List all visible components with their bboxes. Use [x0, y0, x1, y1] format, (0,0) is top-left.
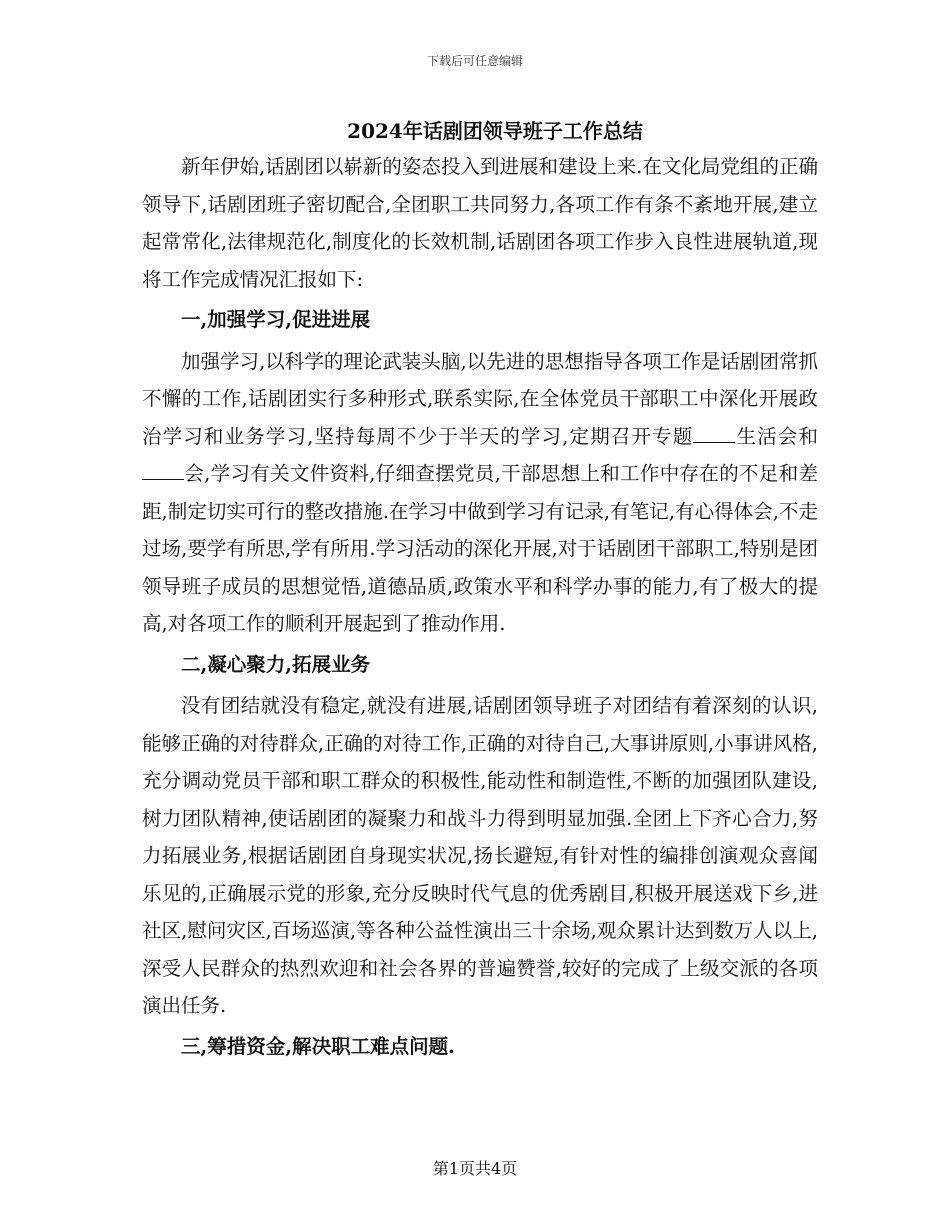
section-1-heading: 一,加强学习,促进进展 [181, 308, 371, 331]
document-body [142, 148, 818, 1069]
page-footer-number: 第1页共4页 [432, 1159, 518, 1178]
section-3-heading: 三,筹措资金,解决职工难点问题. [181, 1034, 455, 1058]
section-2-heading: 二,凝心聚力,拓展业务 [181, 652, 371, 676]
intro-paragraph: 新年伊始,话剧团以崭新的姿态投入到进展和建设上来.在文化局党组的正确领导下,话剧团班子密切配合,全团职工共同努力,各项工作有条不紊地开展,建立起常常化,法律规范化,制度化的长效机制,话剧团各项工作步入良性进展轨道,现将工作完成情况汇报如下: [142, 155, 818, 291]
page-header-note: 下载后可任意编辑 [426, 54, 523, 68]
fill-in-blank [142, 461, 184, 480]
section-1-text-part-1: 加强学习,以科学的理论武装头脑,以先进的思想指导各项工作是话剧团常抓不懈的工作,话剧团实行多种形式,联系实际,在全体党员干部职工中深化开展政治学习和业务学习,坚持每周不少于半天的学习,定期召开专题 [142, 349, 818, 448]
section-1-text-part-3: 会,学习有关文件资料,仔细查摆党员,干部思想上和工作中存在的不足和差距,制定切实可行的整改措施.在学习中做到学习有记录,有笔记,有心得体会,不走过场,要学有所思,学有所用.学习活动的深化开展,对于话剧团干部职工,特别是团领导班子成员的思想觉悟,道德品质,政策水平和科学办事的能力,有了极大的提高,对各项工作的顺利开展起到了推动作用. [142, 462, 818, 635]
section-2-paragraph: 没有团结就没有稳定,就没有进展,话剧团领导班子对团结有着深刻的认识,能够正确的对待群众,正确的对待工作,正确的对待自己,大事讲原则,小事讲风格,充分调动党员干部和职工群众的积极性,能动性和制造性,不断的加强团队建设,树力团队精神,使话剧团的凝聚力和战斗力得到明显加强.全团上下齐心合力,努力拓展业务,根据话剧团自身现实状况,扬长避短,有针对性的编排创演观众喜闻乐见的,正确展示党的形象,充分反映时代气息的优秀剧目,积极开展送戏下乡,进社区,慰问灾区,百场巡演,等各种公益性演出三十余场,观众累计达到数万人以上,深受人民群众的热烈欢迎和社会各界的普遍赞誉,较好的完成了上级交派的各项演出任务. [142, 694, 818, 1017]
section-1-text-part-2: 生活会和 [735, 424, 818, 448]
section-1-paragraph [142, 343, 818, 643]
document-title: 2024年话剧团领导班子工作总结 [347, 119, 643, 143]
fill-in-blank [693, 424, 735, 443]
